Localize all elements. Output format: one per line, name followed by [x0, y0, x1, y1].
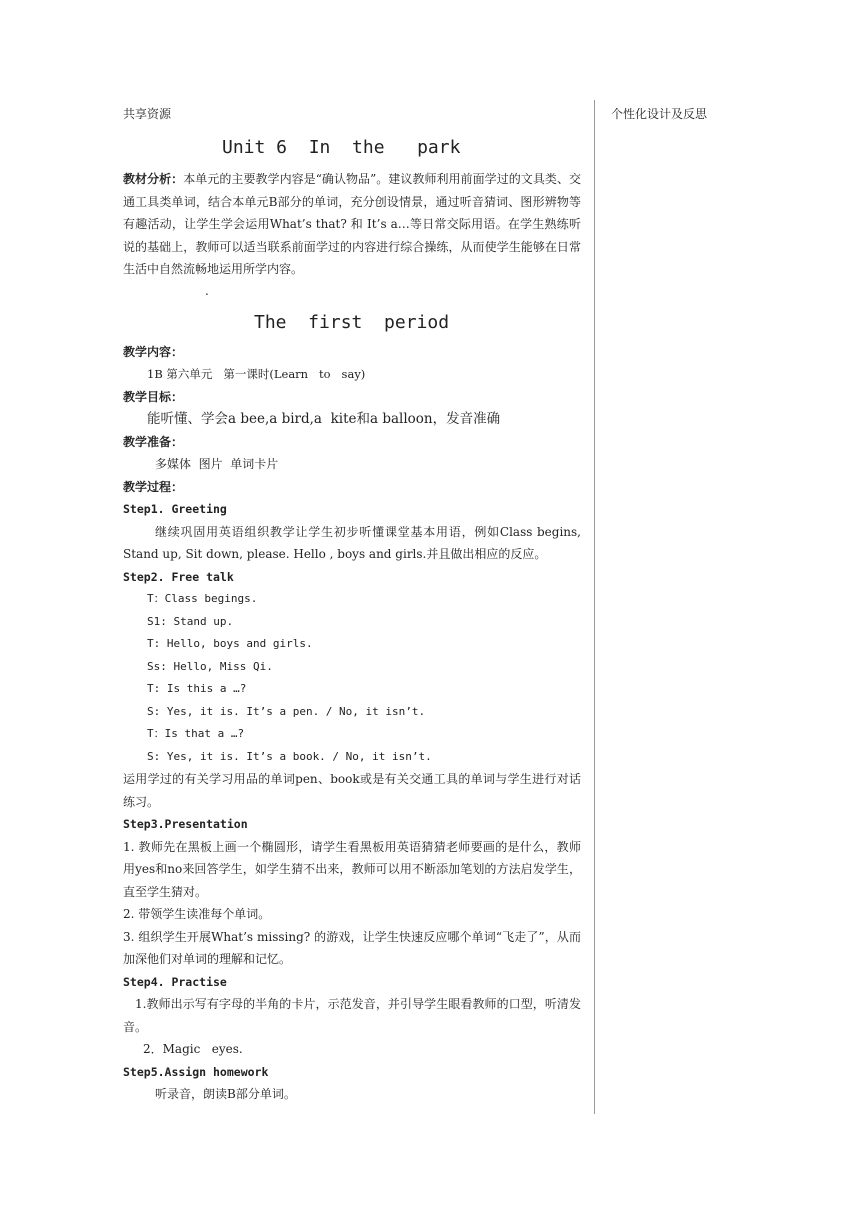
analysis-text: 本单元的主要教学内容是“确认物品”。建议教师利用前面学过的文具类、交通工具类单词，结合本单元B部分的单词，充分创设情景，通过听音猜词、图形辨物等有趣活动，让学生学会运用What’s that? 和 It’s a…等日常交际用语。在学生熟练听说的基础上，教师可以适当联系前面学过的内容进行综合操练，从而使学生能够在日常生活中自然流畅地运用所学内容。	[123, 172, 581, 276]
step1-title: Step1. Greeting	[123, 502, 227, 516]
dialog-line: T: Hello, boys and girls.	[147, 637, 313, 650]
step3-item: 1. 教师先在黑板上画一个椭圆形，请学生看黑板用英语猜猜老师要画的是什么，教师用yes和no来回答学生，如学生猜不出来，教师可以用不断添加笔划的方法启发学生，直至学生猜对。	[123, 839, 581, 899]
unit-title: Unit 6 In the park	[222, 137, 461, 158]
dialog-line: T: Is this a …?	[147, 682, 247, 695]
process-heading: 教学过程：	[123, 479, 184, 494]
goal-text: 能听懂、学会a bee,a bird,a kite和a balloon，发音准确	[147, 411, 501, 427]
goal-heading: 教学目标：	[123, 389, 184, 404]
step3-title: Step3.Presentation	[123, 817, 248, 831]
dialog-line: T：Is that a …?	[147, 727, 245, 740]
main-column	[123, 134, 581, 1106]
dialog-line: S1: Stand up.	[147, 614, 234, 628]
prep-heading: 教学准备：	[123, 434, 184, 449]
analysis-label: 教材分析：	[123, 172, 184, 186]
step5-title: Step5.Assign homework	[123, 1064, 269, 1079]
dialog-line: S: Yes, it is. It’s a pen. / No, it isn’t.	[147, 704, 426, 718]
period-title: The first period	[254, 311, 450, 333]
step4-title: Step4. Practise	[123, 974, 227, 989]
dialog-line: T：Class begings.	[147, 592, 258, 605]
analysis-paragraph	[123, 168, 581, 281]
header-shared-resources: 共享资源	[123, 107, 172, 121]
header-personal-design: 个性化设计及反思	[611, 107, 708, 121]
dialog-line: S: Yes, it is. It’s a book. / No, it isn’t.	[147, 749, 432, 763]
step4-item: 2．Magic eyes.	[143, 1042, 243, 1056]
column-divider	[594, 100, 595, 1114]
content-heading: 教学内容：	[123, 344, 184, 359]
step3-item: 2. 带领学生读准每个单词。	[123, 907, 271, 921]
step4-item-text: 1.教师出示写有字母的半角的卡片，示范发音，并引导学生眼看教师的口型，听清发音。	[123, 997, 581, 1034]
content-text: 1B 第六单元 第一课时(Learn to say)	[147, 367, 366, 381]
prep-text: 多媒体 图片 单词卡片	[155, 457, 279, 471]
step5-text: 听录音，朗读B部分单词。	[155, 1087, 296, 1101]
dialog-line: Ss: Hello, Miss Qi.	[147, 659, 273, 673]
step4-item	[123, 993, 581, 1038]
step1-text-content: 继续巩固用英语组织教学让学生初步听懂课堂基本用语，例如Class begins, Stand up, Sit down, please. Hello , boys and girls.并且做出相应的反应。	[123, 524, 581, 561]
step2-title: Step2. Free talk	[123, 569, 234, 584]
step1-text	[123, 521, 581, 566]
stray-dot: .	[205, 283, 209, 298]
step3-item: 3. 组织学生开展What’s missing? 的游戏，让学生快速反应哪个单词“飞走了”，从而加深他们对单词的理解和记忆。	[123, 929, 581, 966]
step2-note: 运用学过的有关学习用品的单词pen、book或是有关交通工具的单词与学生进行对话练习。	[123, 772, 581, 809]
